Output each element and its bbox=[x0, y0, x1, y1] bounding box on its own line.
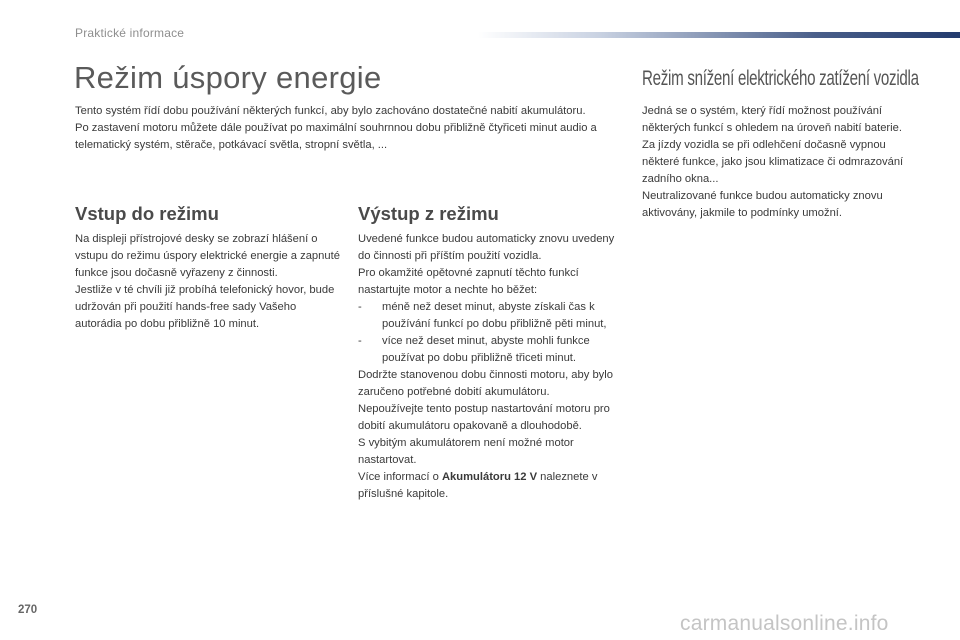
more-info-paragraph bbox=[358, 469, 620, 503]
list-item-text: více než deset minut, abyste mohli funkce používat po dobu přibližně třiceti minut. bbox=[382, 335, 590, 364]
exit-paragraph: Pro okamžité opětovné zapnutí těchto funkcí nastartujte motor a nechte ho běžet: bbox=[358, 267, 579, 296]
side-paragraph: Za jízdy vozidla se při odlehčení dočasně vypnou některé funkce, jako jsou klimatizace či odmrazování zadního okna... bbox=[642, 139, 904, 185]
header-gradient-bar bbox=[478, 32, 960, 38]
intro-text bbox=[75, 103, 620, 154]
list-bullet: - bbox=[358, 301, 362, 313]
intro-paragraph: Tento systém řídí dobu používání některých funkcí, aby bylo zachováno dostatečné nabití akumulátoru. bbox=[75, 105, 586, 117]
side-section-text bbox=[642, 103, 907, 222]
watermark: carmanualsonline.info bbox=[680, 612, 889, 635]
exit-paragraph: S vybitým akumulátorem není možné motor nastartovat. bbox=[358, 437, 574, 466]
exit-paragraph: Nepoužívejte tento postup nastartování motoru pro dobití akumulátoru opakovaně a dlouhodobě. bbox=[358, 403, 610, 432]
more-info-prefix: Více informací o bbox=[358, 471, 442, 483]
side-paragraph: Neutralizované funkce budou automaticky znovu aktivovány, jakmile to podmínky umožní. bbox=[642, 190, 883, 219]
more-info-suffix: naleznete v příslušné kapitole. bbox=[358, 471, 598, 500]
entry-paragraph: Jestliže v té chvíli již probíhá telefonický hovor, bude udržován při použití hands-free sady Vašeho autorádia po dobu přibližně 10 minut. bbox=[75, 284, 335, 330]
exit-section-title: Výstup z režimu bbox=[358, 203, 499, 224]
entry-section-title: Vstup do režimu bbox=[75, 203, 219, 224]
list-bullet: - bbox=[358, 335, 362, 347]
entry-paragraph: Na displeji přístrojové desky se zobrazí hlášení o vstupu do režimu úspory elektrické energie a zapnuté funkce jsou dočasně vyřazeny z činnosti. bbox=[75, 233, 340, 279]
section-label: Praktické informace bbox=[75, 26, 185, 40]
exit-section-text bbox=[358, 231, 620, 503]
battery-reference: Akumulátoru 12 V bbox=[441, 471, 538, 483]
page-title: Režim úspory energie bbox=[74, 60, 382, 95]
entry-section-text bbox=[75, 231, 340, 333]
list-item-text: méně než deset minut, abyste získali čas k používání funkcí po dobu přibližně pěti minut, bbox=[382, 301, 607, 330]
intro-paragraph: Po zastavení motoru můžete dále používat po maximální souhrnnou dobu přibližně čtyřiceti minut audio a telematický systém, stěrače, potkávací světla, stropní světla, ... bbox=[75, 122, 597, 151]
exit-paragraph: Uvedené funkce budou automaticky znovu uvedeny do činnosti při příštím použití vozidla. bbox=[358, 233, 615, 262]
list-item bbox=[358, 299, 620, 333]
list-item bbox=[358, 333, 620, 367]
side-paragraph: Jedná se o systém, který řídí možnost používání některých funkcí s ohledem na úroveň nabití baterie. bbox=[642, 105, 902, 134]
exit-paragraph: Dodržte stanovenou dobu činnosti motoru, aby bylo zaručeno potřebné dobití akumulátoru. bbox=[358, 369, 613, 398]
page-number: 270 bbox=[18, 604, 38, 616]
side-section-title: Režim snížení elektrického zatížení vozidla bbox=[642, 67, 919, 90]
